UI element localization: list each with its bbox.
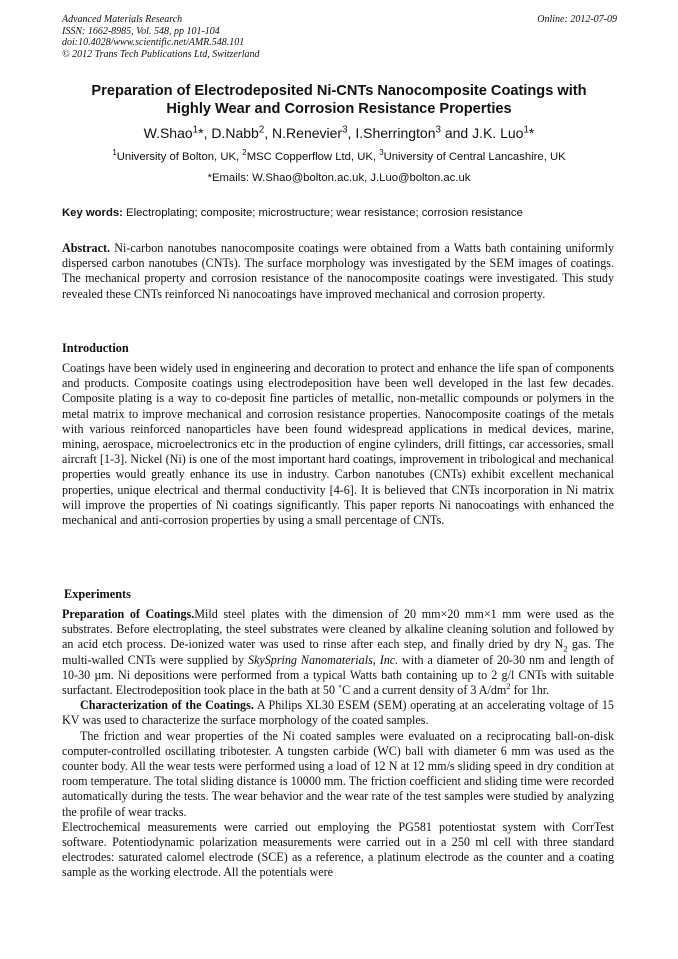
author-1-affil: 1 [192,124,199,136]
affil-3: University of Central Lancashire, UK [383,151,566,163]
online-date: Online: 2012-07-09 [537,14,617,25]
supplier-name: SkySpring Nanomaterials, Inc. [247,652,399,667]
affil-1: University of Bolton, UK, [116,151,243,163]
paragraph-preparation [62,607,614,698]
affil-1-num: 1 [112,148,117,158]
preparation-text-d: for 1hr. [510,683,550,698]
paragraph-electrochemical: Electrochemical measurements were carried out employing the PG581 potentiostat system with CorrTest software. Potentiodynamic polarization measurements were carried out in a 250 ml cell with three standard electrodes: saturated calomel electrode (SCE) as a reference, a platinum electrode as the counter and a coating sample as the working electrode. All the potentials were [62,819,614,880]
author-2-affil: 2 [258,124,265,136]
keywords-label: Key words: [62,207,123,219]
author-5-affil: 1 [523,124,529,136]
n2-subscript: 2 [563,643,568,654]
introduction-text: Coatings have been widely used in engineering and decoration to protect and enhance the life span of components and products. Composite coatings using electrodeposition have been well developed in the last few decades. Composite plating is a way to co-deposit fine particles of metallic, non-metallic compounds or polymers in the metal matrix to improve mechanical and corrosion resistance properties. Nanocomposite coatings of the metals with various reinforced nanoparticles have been found widespread applications in medical devices, marine, mining, aerospace, microelectronics etc in the production of engine cylinders, drill fittings, car accessories, small aircraft [1-3]. Nickel (Ni) is one of the most important hard coatings, improvement in tribological and mechanical properties would greatly enhance its use in industry. Carbon nanotubes (CNTs) exhibit excellent mechanical properties, unique electrical and thermal conductivity [4-6]. It is believed that CNTs incorporation in Ni matrix will improve the properties of Ni coatings significantly. This paper reports Ni nanocoatings with enhanced the mechanical and anti-corrosion properties by using a small percentage of CNTs. [62,361,614,528]
paper-title [40,82,638,118]
author-4-affil: 3 [435,124,441,136]
journal-header [62,14,617,60]
preparation-text-b: gas. The multi-walled CNTs were supplied by [62,637,614,667]
experiments-heading: Experiments [64,587,131,601]
abstract-label: Abstract. [62,241,111,255]
paragraph-friction-wear: The friction and wear properties of the Ni coated samples were evaluated on a reciprocating ball-on-disk computer-controlled oscillating tribotester. A tungsten carbide (WC) ball with diameter 6 mm was used as the counter body. All the wear tests were performed using a load of 12 N at 12 mm/s sliding speed in dry condition at room temperature. The total sliding distance is 10000 mm. The friction coefficient and sliding time were recorded automatically during the tests. The wear behavior and the wear rate of the test samples were studied by analyzing the profile of wear tracks. [62,728,614,819]
author-3-affil: 3 [342,124,348,136]
keywords-text: Electroplating; composite; microstructure; wear resistance; corrosion resistance [122,207,523,219]
author-1: W.Shao [143,125,193,141]
title-line-2: Highly Wear and Corrosion Resistance Properties [166,101,512,117]
title-line-1: Preparation of Electrodeposited Ni-CNTs Nanocomposite Coatings with [91,83,587,99]
introduction-heading: Introduction [62,341,129,355]
affil-2: MSC Copperflow Ltd, UK, [246,151,380,163]
author-5-mark: * [528,125,535,141]
keywords [62,206,618,220]
doi-line: doi:10.4028/www.scientific.net/AMR.548.101 [62,37,245,49]
author-3: , N.Renevier [264,125,343,141]
abstract [62,241,614,302]
experiments-body [62,607,614,881]
paragraph-characterization [62,698,614,728]
preparation-label: Preparation of Coatings. [62,607,195,621]
copyright-line: © 2012 Trans Tech Publications Ltd, Switzerland [62,48,260,60]
author-4: , I.Sherrington [347,125,436,141]
author-1-mark: * [198,125,204,141]
characterization-text: A Philips XL30 ESEM (SEM) operating at an accelerating voltage of 15 KV was used to characterize the surface morphology of the coated samples. [62,698,614,728]
issn-line: ISSN: 1662-8985, Vol. 548, pp 101-104 [62,25,220,37]
abstract-text: Ni-carbon nanotubes nanocomposite coatings were obtained from a Watts bath containing uniformly dispersed carbon nanotubes (CNTs). The surface morphology was investigated by the SEM images of coatings. The mechanical property and corrosion resistance of the nanocomposite coatings were investigated. This study revealed these CNTs reinforced Ni nanocoatings have improved mechanical and corrosion property. [62,241,614,301]
preparation-text-c: with a diameter of 20-30 nm and length of 10-30 µm. Ni depositions were performed from a typical Watts bath containing up to 2 g/l CNTs with suitable surfactant. Electrodeposition took place in the bath at 50 ˚C and a current density of 3 A/dm [62,652,614,698]
characterization-label: Characterization of the Coatings. [80,698,254,713]
author-5: and J.K. Luo [440,125,524,141]
contact-emails: *Emails: W.Shao@bolton.ac.uk, J.Luo@bolton.ac.uk [207,172,471,184]
journal-name: Advanced Materials Research [62,14,183,25]
dm2-superscript: 2 [506,680,511,691]
author-2: , D.Nabb [203,125,259,141]
affiliations [40,150,638,164]
affil-2-num: 2 [242,148,247,158]
author-list [40,124,638,142]
preparation-text-a: Mild steel plates with the dimension of 20 mm×20 mm×1 mm were used as the substrates. Before electroplating, the steel substrates were cleaned by alkaline cleaning solution and followed by an acid etch process. De-ionized water was used to rinse after each step, and finally dried by dry N [62,607,614,652]
affil-3-num: 3 [379,148,384,158]
